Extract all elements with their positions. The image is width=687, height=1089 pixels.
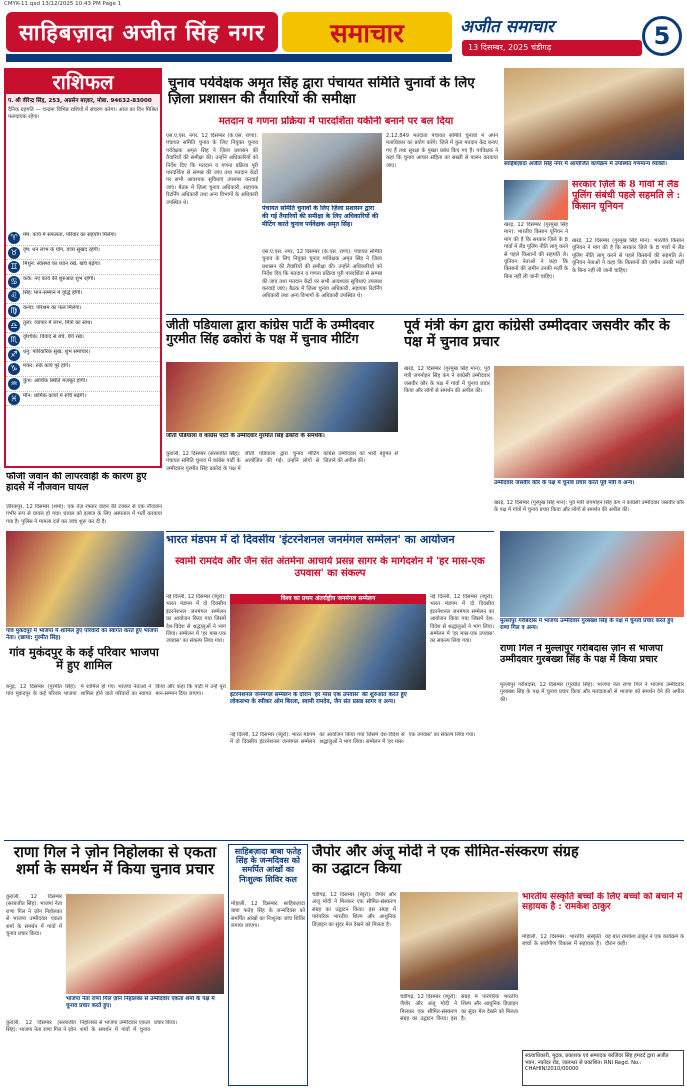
rashi-item [6, 304, 160, 319]
rashi-text: वृश्चिक: विवाद से बचें, धैर्य रखें। [23, 334, 84, 341]
jaipur-photo [400, 892, 518, 990]
scorpio-icon: ♏ [8, 334, 20, 346]
story2-headline: जीती पडियाला द्वारा कांग्रेस पार्टी के उम्मीदवार गुरमीत सिंह ढकोरां के पक्ष में चुनाव मीटिंग [166, 318, 375, 347]
rashi-text: मिथुन: स्वास्थ्य का ध्यान रखें, खर्च बढ़ेगा। [23, 261, 101, 268]
rashi-item [6, 231, 160, 246]
story2-caption: जीती पडियाला व कांग्रेस पार्टी के उम्मीदवार गुरमीत सिंह ढकोरां के समर्थक। [166, 433, 325, 439]
jaipur-body-cont: चंडीगढ़, 12 दिसम्बर (ब्यूरो): जैपोर और अंजू मोदी ने मिलकर एक सीमित-संस्करण संग्रह का उद्घाटन किया। इस संग्रह में पारंपरिक भारतीय शिल्प और आधुनिक डिज़ाइन का सुंदर मेल देखने को मिलता है। [400, 994, 518, 1023]
bharat-photo [230, 594, 426, 690]
rana-bottom-body-cont: कुराली, 12 दिसम्बर (सरबजीत सिंह): भाजपा नेता राणा गिल ने ज़ोन निहोलका से भाजपा उम्मीदवार एकता शर्मा के समर्थन में गांवों में चुनाव प्रचार किया। [6, 1020, 178, 1034]
baba-body: मोहाली, 12 दिसम्बर: साहिबज़ादा बाबा फतेह सिंह के जन्मदिवस को समर्पित आंखों का निःशुल्क जांच शिविर लगाया जाएगा। [231, 901, 305, 930]
rashi-text: कर्क: नए कार्य की शुरुआत शुभ रहेगी। [23, 275, 96, 282]
bharat-body-cont: नई दिल्ली, 12 दिसम्बर (ब्यूरो): भारत मंडपम में दो दिवसीय इंटरनेशनल जनमंगल सम्मेलन का आयोजन किया गया जिसमें देश-विदेश से श्रद्धालुओं ने भाग लिया। सम्मेलन में 'हर मास-एक उपवास' का संकल्प लिया गया। [430, 594, 494, 645]
capricorn-icon: ♑ [8, 363, 20, 375]
story2-body: कुराली, 12 दिसम्बर (सरबजीत सिंह): पंचायत समिति चुनाव में कांग्रेस पार्टी के उम्मीदवार गुरमीत सिंह ढकोरां के पक्ष में जीती पडियाला द्वारा चुनाव मीटिंग आयोजित की गई। उन्होंने लोगों से कांग्रेस उम्मीदवार को भारी बहुमत से जिताने की अपील की। [166, 451, 398, 472]
divider [166, 314, 684, 315]
rashi-item [6, 333, 160, 348]
rashi-item [6, 392, 160, 407]
lead-body-cont: एस.ए.एस. नगर, 12 दिसम्बर (के.एस. राणा): पंचायत समिति चुनाव के लिए नियुक्त चुनाव पर्यवेक्षक अमृत सिंह ने ज़िला प्रशासन की तैयारियों की समीक्षा की। उन्होंने अधिकारियों को निर्देश दिए कि मतदान व गणना प्रक्रिया पूरी पारदर्शिता से सम्पन्न की जाए तथा मतदान केंद्रों पर सभी आवश्यक सुविधाएं उपलब्ध करवाई जाएं। बैठक में ज़िला चुनाव अधिकारी, सहायक रिटर्निंग अधिकारी तथा अन्य विभागों के अधिकारी उपस्थित थे। [262, 249, 382, 300]
top-right-photo-caption: साहिबज़ादा अजीत सिंह नगर में आयोजित कार्यक्रम में उपस्थित गणमान्य व्यक्ति। [504, 161, 667, 167]
lead-headline: चुनाव पर्यवेक्षक अमृत सिंह द्वारा पंचायत समिति चुनावों के लिए ज़िला प्रशासन की तैयारियों की समीक्षा [168, 76, 475, 107]
rashi-list [6, 231, 160, 406]
rashi-text: मेष: कार्य में सफलता, परिवार का सहयोग मिलेगा। [23, 232, 117, 238]
rana-right-photo-caption: मुल्लांपुर गरीबदास में भाजपा उम्मीदवार गुरबख्श सिंह के पक्ष में चुनाव प्रचार करते हुए राणा गिल व अन्य। [500, 618, 674, 631]
pisces-icon: ♓ [8, 393, 20, 405]
baba-headline: साहिबज़ादा बाबा फतेह सिंह के जन्मदिवस को समर्पित आंखों का निःशुल्क शिविर कल [234, 846, 302, 884]
rana-right-headline: राणा गिल ने मुल्लांपुर गरीबदास ज़ोन से भाजपा उम्मीदवार गुरबख्श सिंह के पक्ष में किया प्रचार [500, 644, 663, 665]
rashifal-intro: दैनिक ग्रहगति — चन्द्रमा विभिन्न राशियों में संचरण करेगा। आज का दिन मिश्रित फलदायक रहेगा। [8, 107, 158, 121]
sanskriti-headline: भारतीय संस्कृति बच्चों के लिए बच्चों को बचाने में सहायक है : रामकेश ठाकुर [522, 892, 683, 913]
rashi-item [6, 275, 160, 290]
bharat-banner: विश्व का प्रथम अंतर्राष्ट्रीय जनमंगल सम्मेलन [230, 594, 426, 604]
lead-photo [262, 133, 382, 203]
story3-body-cont: खरड़, 12 दिसम्बर (गुरमुख सिंह मान): पूर्व मंत्री जगमोहन सिंह कंग ने कांग्रेसी उम्मीदवार जसवीर कौर के पक्ष में गांवों में चुनाव प्रचार किया और लोगों से समर्थन की अपील की। [494, 500, 684, 514]
masthead-title-left: साहिबज़ादा अजीत सिंह नगर [6, 12, 278, 52]
rashi-text: वृष: धन लाभ के योग, यात्रा सुखद रहेगी। [23, 246, 100, 253]
rana-bottom-caption: भाजपा नेता राणा गिल ज़ोन निहोलका से उम्मीदवार एकता शर्मा के पक्ष में चुनाव प्रचार करते हुए। [66, 996, 215, 1009]
rashi-item [6, 377, 160, 392]
rashi-text: मकर: रुके कार्य पूरे होंगे। [23, 363, 71, 370]
bharat-caption: इंटरनेशनल जनमंगल सम्मेलन के दौरान 'हर मास एक उपवास' की शुरुआत करते हुए लोकसभा के स्पीकर ओम बिरला, स्वामी रामदेव, जैन संत प्रसन्न सागर व अन्य। [230, 692, 407, 706]
rashi-text: सिंह: मान-सम्मान में वृद्धि होगी। [23, 290, 83, 297]
rana-bottom-headline: राणा गिल ने ज़ोन निहोलका से एकता शर्मा के समर्थन में किया चुनाव प्रचार [13, 844, 217, 879]
rana-bottom-photo [66, 894, 224, 994]
rana-right-body: मुल्लांपुर गरीबदास, 12 दिसम्बर (गुरप्रीत सिंह): भाजपा नेता राणा गिल ने भाजपा उम्मीदवार गुरबख्श सिंह के पक्ष में चुनाव प्रचार किया और मतदाताओं से भाजपा को समर्थन देने की अपील की। [500, 682, 684, 703]
astrologer-line: प. श्री वीरेन्द्र सिंह, 253, अग्रसेन बाज़ार, मोबा. 94632-83000 [6, 94, 160, 105]
bharat-body: नई दिल्ली, 12 दिसम्बर (ब्यूरो): भारत मंडपम में दो दिवसीय इंटरनेशनल जनमंगल सम्मेलन का आयोजन किया गया जिसमें देश-विदेश से श्रद्धालुओं ने भाग लिया। सम्मेलन में 'हर मास-एक उपवास' का संकल्प लिया गया। [166, 594, 226, 645]
imprint-line: स्वत्वाधिकारी, मुद्रक, प्रकाशक एवं सम्पादक बरजिंदर सिंह हमदर्द द्वारा अजीत भवन, नकोदर रोड, जालन्धर से प्रकाशित। RNI Regd. No.: CHAHIN/2010/00000 [522, 1050, 684, 1086]
sagittarius-icon: ♐ [8, 349, 20, 361]
mukandpur-body: बनूड़, 12 दिसम्बर (गुरमीत सिंह): गांव मुकंदपुर के कई परिवार भाजपा में शामिल हो गए। भाजपा नेताओं ने शामिल होने वाले परिवारों का स्वागत किया और कहा कि पार्टी में उन्हें पूरा मान-सम्मान दिया जाएगा। [6, 684, 226, 698]
baba-box [228, 844, 308, 1086]
divider [166, 531, 494, 532]
story3-body: खरड़, 12 दिसम्बर (गुरमुख सिंह मान): पूर्व मंत्री जगमोहन सिंह कंग ने कांग्रेसी उम्मीदवार जसवीर कौर के पक्ष में गांवों में चुनाव प्रचार किया और लोगों से समर्थन की अपील की। [404, 366, 490, 395]
jaipur-headline: जैपोर और अंजू मोदी ने एक सीमित-संस्करण संग्रह का उद्घाटन किया [312, 844, 579, 877]
story3-headline: पूर्व मंत्री कंग द्वारा कांग्रेसी उम्मीदवार जसवीर कौर के पक्ष में चुनाव प्रचार [404, 318, 670, 351]
top-right-headline: सरकार ज़िले के 8 गांवों में लैंड पूलिंग संबंधी पहले सहमति ले : किसान यूनियन [572, 180, 681, 212]
lead-body: एस.ए.एस. नगर, 12 दिसम्बर (के.एस. राणा): पंचायत समिति चुनाव के लिए नियुक्त चुनाव पर्यवेक्षक अमृत सिंह ने ज़िला प्रशासन की तैयारियों की समीक्षा की। उन्होंने अधिकारियों को निर्देश दिए कि मतदान व गणना प्रक्रिया पूरी पारदर्शिता से सम्पन्न की जाए तथा मतदान केंद्रों पर सभी आवश्यक सुविधाएं उपलब्ध करवाई जाएं। बैठक में ज़िला चुनाव अधिकारी, सहायक रिटर्निंग अधिकारी तथा अन्य विभागों के अधिकारी उपस्थित थे। [166, 133, 258, 206]
story3-photo [494, 366, 684, 478]
rashi-text: धनु: पारिवारिक सुख, शुभ समाचार। [23, 348, 91, 355]
leo-icon: ♌ [8, 290, 20, 302]
aquarius-icon: ♒ [8, 378, 20, 390]
rana-right-photo [500, 531, 684, 617]
rashi-text: कन्या: परिश्रम का फल मिलेगा। [23, 304, 82, 311]
rashi-text: तुला: व्यापार में लाभ, मित्रों का साथ। [23, 319, 93, 326]
divider [4, 840, 684, 841]
rashi-item [6, 319, 160, 334]
mukandpur-photo-caption: गांव मुकंदपुर में भाजपा में शामिल हुए परिवारों का स्वागत करते हुए भाजपा नेता। (छाया: गुरमीत सिंह) [6, 628, 158, 641]
virgo-icon: ♍ [8, 305, 20, 317]
rashi-item [6, 260, 160, 275]
lead-body-2: 2,12,849 मतदाता पंचायत समिति चुनावों में अपने मताधिकार का प्रयोग करेंगे। ज़िले में कुल मतदान केंद्र बनाए गए हैं तथा सुरक्षा के पुख्ता प्रबंध किए गए हैं। पर्यवेक्षक ने कहा कि चुनाव आचार संहिता का सख्ती से पालन करवाया जाए। [386, 133, 498, 169]
fauji-body: ज़ीरकपुर, 12 दिसम्बर (शर्मा): एक तेज़ रफ्तार वाहन की टक्कर से एक नौजवान गंभीर रूप से घायल हो गया। घायल को इलाज के लिए अस्पताल में भर्ती करवाया गया है। पुलिस ने मामला दर्ज कर जांच शुरू कर दी है। [6, 504, 162, 525]
jaipur-body: चंडीगढ़, 12 दिसम्बर (ब्यूरो): जैपोर और अंजू मोदी ने मिलकर एक सीमित-संस्करण संग्रह का उद्घाटन किया। इस संग्रह में पारंपरिक भारतीय शिल्प और आधुनिक डिज़ाइन का सुंदर मेल देखने को मिलता है। [312, 892, 396, 928]
rashi-item [6, 348, 160, 363]
rashi-item [6, 362, 160, 377]
bharat-headline: भारत मंडपम में दो दिवसीय 'इंटरनेशनल जनमंगल सम्मेलन' का आयोजन [166, 534, 455, 546]
rashi-item [6, 246, 160, 261]
rashifal-box [4, 68, 162, 468]
top-right-body-b: खरड़, 12 दिसम्बर (गुरमुख सिंह मान): भारतीय किसान यूनियन ने मांग की है कि सरकार ज़िले के 8 गांवों में लैंड पूलिंग नीति लागू करने से पहले किसानों की सहमति ले। यूनियन नेताओं ने कहा कि किसानों की ज़मीन उनकी मर्ज़ी के बिना नहीं ली जानी चाहिए। [572, 238, 684, 274]
taurus-icon: ♉ [8, 247, 20, 259]
aries-icon: ♈ [8, 232, 20, 244]
mukandpur-photo [6, 531, 164, 627]
top-right-small-photo [504, 180, 568, 220]
top-right-photo [504, 68, 684, 160]
rashi-text: कुंभ: आर्थिक स्थिति मज़बूत होगी। [23, 377, 87, 384]
rashi-item [6, 289, 160, 304]
top-right-body-a: खरड़, 12 दिसम्बर (गुरमुख सिंह मान): भारतीय किसान यूनियन ने मांग की है कि सरकार ज़िले के 8 गांवों में लैंड पूलिंग नीति लागू करने से पहले किसानों की सहमति ले। यूनियन नेताओं ने कहा कि किसानों की ज़मीन उनकी मर्ज़ी के बिना नहीं ली जानी चाहिए। [504, 222, 568, 280]
mukandpur-headline: गांव मुकंदपुर के कई परिवार भाजपा में हुए शामिल [9, 646, 159, 673]
fauji-headline: फौजी जवान की लापरवाही के कारण हुए हादसे में नौजवान घायल [6, 472, 147, 493]
lead-photo-caption: पंचायत समिति चुनावों के लिए ज़िला प्रशासन द्वारा की गई तैयारियों की समीक्षा के लिए अधिकारियों की मीटिंग करते चुनाव पर्यवेक्षक अमृत सिंह। [262, 205, 379, 228]
cancer-icon: ♋ [8, 276, 20, 288]
libra-icon: ♎ [8, 320, 20, 332]
rashi-text: मीन: धार्मिक कार्यों में रुचि बढ़ेगी। [23, 392, 86, 399]
page-number: 5 [642, 16, 682, 56]
dateline: 13 दिसम्बर, 2025 चंडीगढ़ [462, 40, 642, 56]
story3-caption: उम्मीदवार जसवीर कौर के पक्ष में चुनाव प्रचार करते पूर्व मंत्री व अन्य। [494, 480, 635, 486]
sanskriti-body: मोहाली, 12 दिसम्बर: भारतीय संस्कृति बच्चों के सर्वांगीण विकास में सहायक है। यह बात रामकेश ठाकुर ने एक कार्यक्रम के दौरान कही। [522, 934, 684, 948]
masthead-title-mid: समाचार [282, 12, 452, 52]
rashifal-title: राशिफल [6, 70, 160, 94]
lead-subhead: मतदान व गणना प्रक्रिया में पारदर्शिता यकीनी बनाने पर बल दिया [218, 116, 454, 127]
masthead-strip [6, 54, 452, 62]
bharat-body-more: नई दिल्ली, 12 दिसम्बर (ब्यूरो): भारत मंडपम में दो दिवसीय इंटरनेशनल जनमंगल सम्मेलन का आयोजन किया गया जिसमें देश-विदेश से श्रद्धालुओं ने भाग लिया। सम्मेलन में 'हर मास-एक उपवास' का संकल्प लिया गया। [230, 732, 476, 746]
brand-name: अजीत समाचार [460, 17, 554, 36]
rana-bottom-body: कुराली, 12 दिसम्बर (सरबजीत सिंह): भाजपा नेता राणा गिल ने ज़ोन निहोलका से भाजपा उम्मीदवार एकता शर्मा के समर्थन में गांवों में चुनाव प्रचार किया। [6, 894, 62, 938]
story2-photo [166, 362, 398, 432]
gemini-icon: ♊ [8, 261, 20, 273]
print-slug: CMYK-11.qxd 13/12/2025 10:43 PM Page 1 [0, 0, 687, 10]
bharat-subhead: स्वामी रामदेव और जैन संत अंतर्मना आचार्य प्रसन्न सागर के मार्गदर्शन में 'हर मास-एक उपवास' का संकल्प [175, 556, 485, 579]
